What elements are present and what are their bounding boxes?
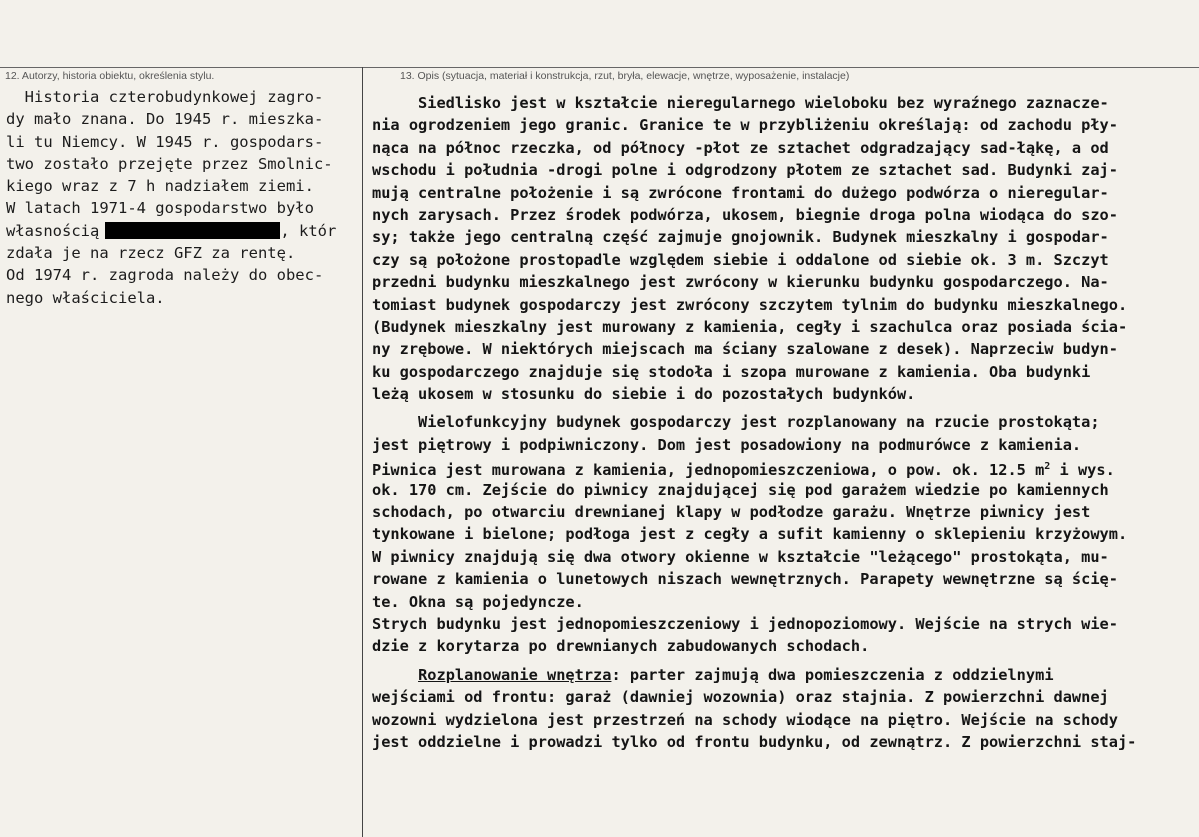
description-line: nych zarysach. Przez środek podwórza, ukosem, biegnie droga polna wiodąca do szo-: [372, 205, 1118, 224]
description-line: Wielofunkcyjny budynek gospodarczy jest rozplanowany na rzucie prostokąta;: [372, 413, 1100, 432]
header-rule: [0, 67, 1199, 68]
description-line: ok. 170 cm. Zejście do piwnicy znajdującej się pod garażem wiedzie po kamiennych: [372, 480, 1109, 499]
description-line: sy; także jego centralną część zajmuje gnojownik. Budynek mieszkalny i gospodar-: [372, 228, 1109, 247]
section-label: Rozplanowanie wnętrza: [418, 665, 612, 684]
history-line: nego właściciela.: [6, 288, 165, 307]
description-fragment: Piwnica jest murowana z kamienia, jednopomieszczeniowa, o pow. ok. 12.5 m: [372, 461, 1045, 480]
history-fragment: , któr: [280, 221, 337, 240]
description-line: ny zrębowe. W niektórych miejscach ma ściany szalowane z desek). Naprzeciw budyn-: [372, 340, 1118, 359]
right-section-header: 13. Opis (sytuacja, materiał i konstrukcja, rzut, bryła, elewacje, wnętrze, wyposażenie, instalacje): [400, 70, 850, 82]
superscript: 2: [1044, 461, 1051, 473]
description-line: jest piętrowy i podpiwniczony. Dom jest posadowiony na podmurówce z kamienia.: [372, 435, 1082, 454]
description-line-superscript: [372, 456, 1196, 478]
description-line: te. Okna są pojedyncze.: [372, 592, 584, 611]
history-line: two zostało przejęte przez Smolnic-: [6, 154, 333, 173]
description-line: tynkowane i bielone; podłoga jest z cegły a sufit kamienny o sklepieniu krzyżowym.: [372, 525, 1128, 544]
history-line: dy mało znana. Do 1945 r. mieszka-: [6, 110, 324, 129]
redaction-bar: [105, 222, 280, 239]
description-line: W piwnicy znajdują się dwa otwory okienne w kształcie "leżącego" prostokąta, mu-: [372, 547, 1109, 566]
history-line: W latach 1971-4 gospodarstwo było: [6, 199, 314, 218]
description-fragment: : parter zajmują dwa pomieszczenia z oddzielnymi: [611, 665, 1054, 684]
history-line: Historia czterobudynkowej zagro-: [6, 88, 324, 106]
column-divider: [362, 67, 363, 837]
description-line: nąca na północ rzeczka, od północy -płot ze sztachet odgradzający sad-łąkę, a od: [372, 138, 1109, 157]
history-line: li tu Niemcy. W 1945 r. gospodars-: [6, 132, 324, 151]
description-fragment: i wys.: [1050, 461, 1115, 480]
description-line-heading: [372, 664, 1196, 686]
history-line: Od 1974 r. zagroda należy do obec-: [6, 266, 324, 285]
history-line: zdała je na rzecz GFZ za rentę.: [6, 244, 296, 263]
description-line: Strych budynku jest jednopomieszczeniowy i jednopoziomowy. Wejście na strych wie-: [372, 614, 1118, 633]
history-text: [6, 86, 358, 309]
description-line: ku gospodarczego znajduje się stodoła i szopa murowane z kamienia. Oba budynki: [372, 362, 1091, 381]
description-line: leżą ukosem w stosunku do siebie i do pozostałych budynków.: [372, 385, 916, 404]
description-line: wejściami od frontu: garaż (dawniej wozownia) oraz stajnia. Z powierzchni dawnej: [372, 688, 1109, 707]
description-line: dzie z korytarza po drewnianych zabudowanych schodach.: [372, 637, 870, 656]
left-section-header: 12. Autorzy, historia obiektu, określenia stylu.: [5, 70, 215, 82]
description-line: (Budynek mieszkalny jest murowany z kamienia, cegły i szachulca oraz posiada ścia-: [372, 317, 1128, 336]
description-text: [372, 92, 1196, 753]
description-line: wozowni wydzielona jest przestrzeń na schody wiodące na piętro. Wejście na schody: [372, 710, 1118, 729]
history-line: kiego wraz z 7 h nadziałem ziemi.: [6, 177, 314, 196]
history-fragment: własnością: [6, 221, 100, 240]
description-line: rowane z kamienia o lunetowych niszach wewnętrznych. Parapety wewnętrzne są ścię-: [372, 570, 1118, 589]
description-line: tomiast budynek gospodarczy jest zwrócony szczytem tylnim do budynku mieszkalnego.: [372, 295, 1128, 314]
history-line-redacted: [6, 220, 358, 242]
description-line: przedni budynku mieszkalnego jest zwrócony w kierunku budynku gospodarczego. Na-: [372, 273, 1109, 292]
description-line: czy są położone prostopadle względem siebie i oddalone od siebie ok. 3 m. Szczyt: [372, 250, 1109, 269]
description-line: mują centralne położenie i są zwrócone frontami do dużego podwórza o nieregular-: [372, 183, 1109, 202]
description-line: jest oddzielne i prowadzi tylko od frontu budynku, od zewnątrz. Z powierzchni staj-: [372, 732, 1137, 751]
description-line: nia ogrodzeniem jego granic. Granice te w przybliżeniu określają: od zachodu pły-: [372, 116, 1118, 135]
description-line: schodach, po otwarciu drewnianej klapy w podłodze garażu. Wnętrze piwnicy jest: [372, 503, 1091, 522]
description-line: wschodu i południa -drogi polne i odgrodzony płotem ze sztachet sad. Budynki zaj-: [372, 161, 1118, 180]
description-line: Siedlisko jest w kształcie nieregularnego wieloboku bez wyraźnego zaznacze-: [372, 94, 1109, 112]
